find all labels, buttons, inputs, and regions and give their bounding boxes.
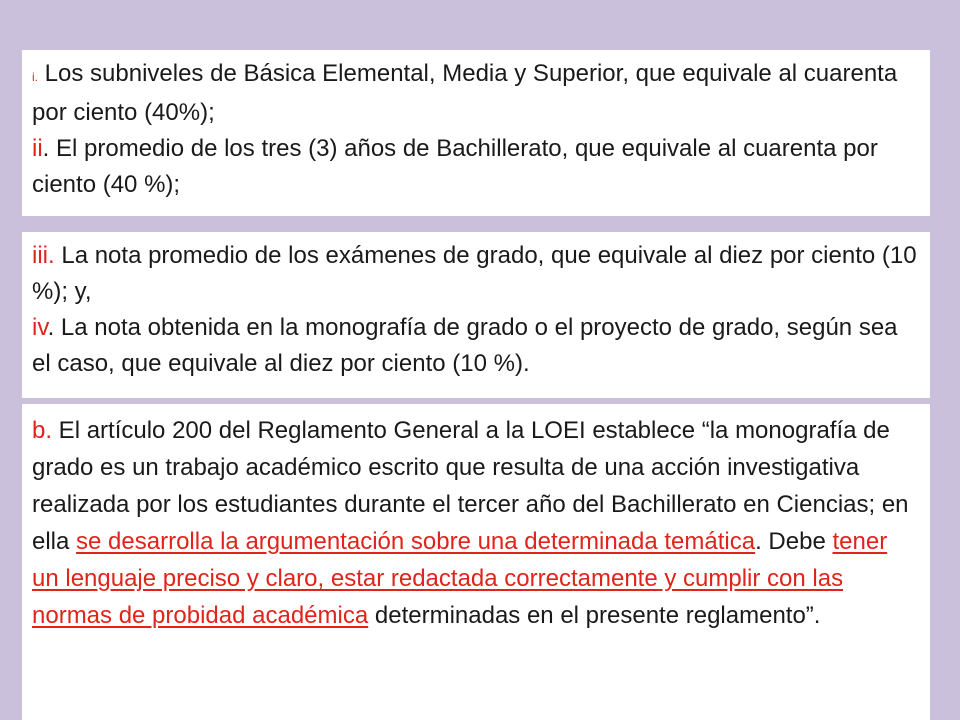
item-ii-text: . El promedio de los tres (3) años de Bachillerato, que equivale al cuarenta por ciento (40 %);: [32, 135, 878, 198]
item-iii: [32, 238, 918, 310]
text-box-2: [22, 232, 930, 398]
item-iv: [32, 310, 918, 382]
item-b-text-2: . Debe: [755, 528, 833, 555]
item-iv-text: . La nota obtenida en la monografía de grado o el proyecto de grado, según sea el caso, que equivale al diez por ciento (10 %).: [32, 314, 898, 377]
item-b-text-1: El artículo 200 del Reglamento General a la LOEI establece “la monografía de grado es un trabajo académico escrito que resulta de una acción investigativa realizada por los estudiantes durante el tercer año del Bachillerato en Ciencias; en ella: [32, 417, 909, 555]
item-i: [32, 56, 918, 131]
highlight-lenguaje: tener un lenguaje preciso y claro, estar redactada correctamente y cumplir con las normas de probidad académica: [32, 528, 888, 629]
item-i-marker: i.: [32, 70, 38, 84]
item-b-marker: b.: [32, 417, 53, 444]
item-b-text-3: determinadas en el presente reglamento”.: [368, 602, 821, 629]
text-box-1: [22, 50, 930, 216]
item-ii-marker: ii: [32, 135, 43, 162]
item-iii-marker: iii.: [32, 242, 55, 269]
text-box-3: [22, 404, 930, 720]
item-iii-text: La nota promedio de los exámenes de grado, que equivale al diez por ciento (10 %); y,: [32, 242, 917, 305]
highlight-argumentacion: se desarrolla la argumentación sobre una determinada temática: [76, 528, 756, 555]
item-b: [32, 412, 918, 634]
item-ii: [32, 131, 918, 203]
item-i-text: Los subniveles de Básica Elemental, Media y Superior, que equivale al cuarenta por ciento (40%);: [32, 60, 898, 126]
item-iv-marker: iv: [32, 314, 48, 341]
